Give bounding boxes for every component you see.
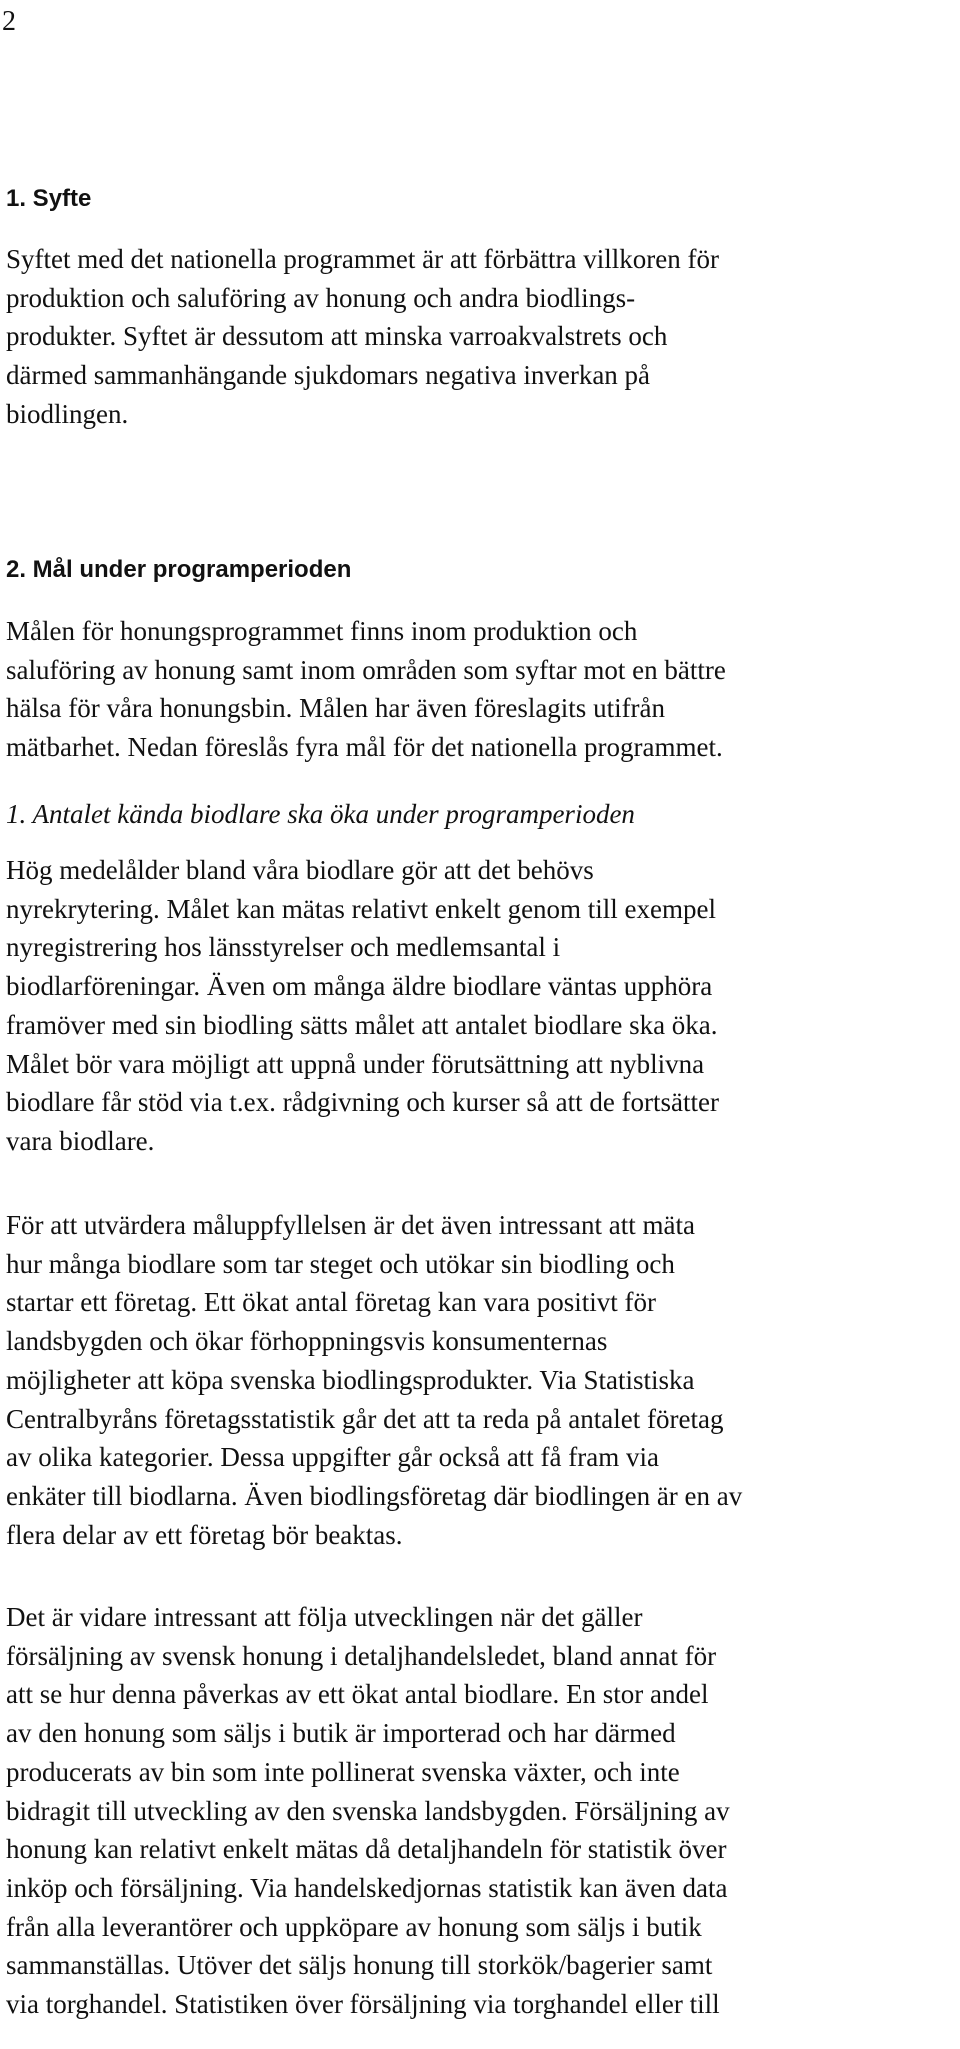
goal-paragraph-1: Hög medelålder bland våra biodlare gör att det behövs nyrekrytering. Målet kan mätas relativt enkelt genom till exempel nyregistrering hos länsstyrelser och medlemsantal i biodlarföreningar. Även om många äldre biodlare väntas upphöra framöver med sin biodling sätts målet att antalet biodlare ska öka. Målet bör vara möjligt att uppnå under förutsättning att nyblivna biodlare får stöd via t.ex. rådgivning och kurser så att de fortsätter vara biodlare. (6, 855, 720, 1156)
goal-title-1: 1. Antalet kända biodlare ska öka under programperioden (6, 799, 635, 829)
section-heading-syfte: 1. Syfte (6, 185, 92, 212)
section-heading-mal: 2. Mål under programperioden (6, 556, 352, 583)
page-number: 2 (2, 6, 16, 37)
section-paragraph-syfte: Syftet med det nationella programmet är att förbättra villkoren för produktion och saluföring av honung och andra biodlings- produkter. Syftet är dessutom att minska varroakvalstrets och därmed sammanhängande sjukdomars negativa inverkan på biodlingen. (6, 244, 719, 429)
paragraph-evaluation: För att utvärdera måluppfyllelsen är det även intressant att mäta hur många biodlare som tar steget och utökar sin biodling och startar ett företag. Ett ökat antal företag kan vara positivt för landsbygden och ökar förhoppningsvis konsumenternas möjligheter att köpa svenska biodlingsprodukter. Via Statistiska Centralbyråns företagsstatistik går det att ta reda på antalet företag av olika kategorier. Dessa uppgifter går också att få fram via enkäter till biodlarna. Även biodlingsföretag där biodlingen är en av flera delar av ett företag bör beaktas. (6, 1210, 743, 1550)
paragraph-sales: Det är vidare intressant att följa utvecklingen när det gäller försäljning av svensk honung i detaljhandelsledet, bland annat för att se hur denna påverkas av ett ökat antal biodlare. En stor andel av den honung som säljs i butik är importerad och har därmed producerats av bin som inte pollinerat svenska växter, och inte bidragit till utveckling av den svenska landsbygden. Försäljning av honung kan relativt enkelt mätas då detaljhandeln för statistik över inköp och försäljning. Via handelskedjornas statistik kan även data från alla leverantörer och uppköpare av honung som säljs i butik sammanställas. Utöver det säljs honung till storkök/bagerier samt via torghandel. Statistiken över försäljning via torghandel eller till (6, 1602, 730, 2020)
section-paragraph-mal-intro: Målen för honungsprogrammet finns inom produktion och saluföring av honung samt inom områden som syftar mot en bättre hälsa för våra honungsbin. Målen har även föreslagits utifrån mätbarhet. Nedan föreslås fyra mål för det nationella programmet. (6, 616, 726, 763)
